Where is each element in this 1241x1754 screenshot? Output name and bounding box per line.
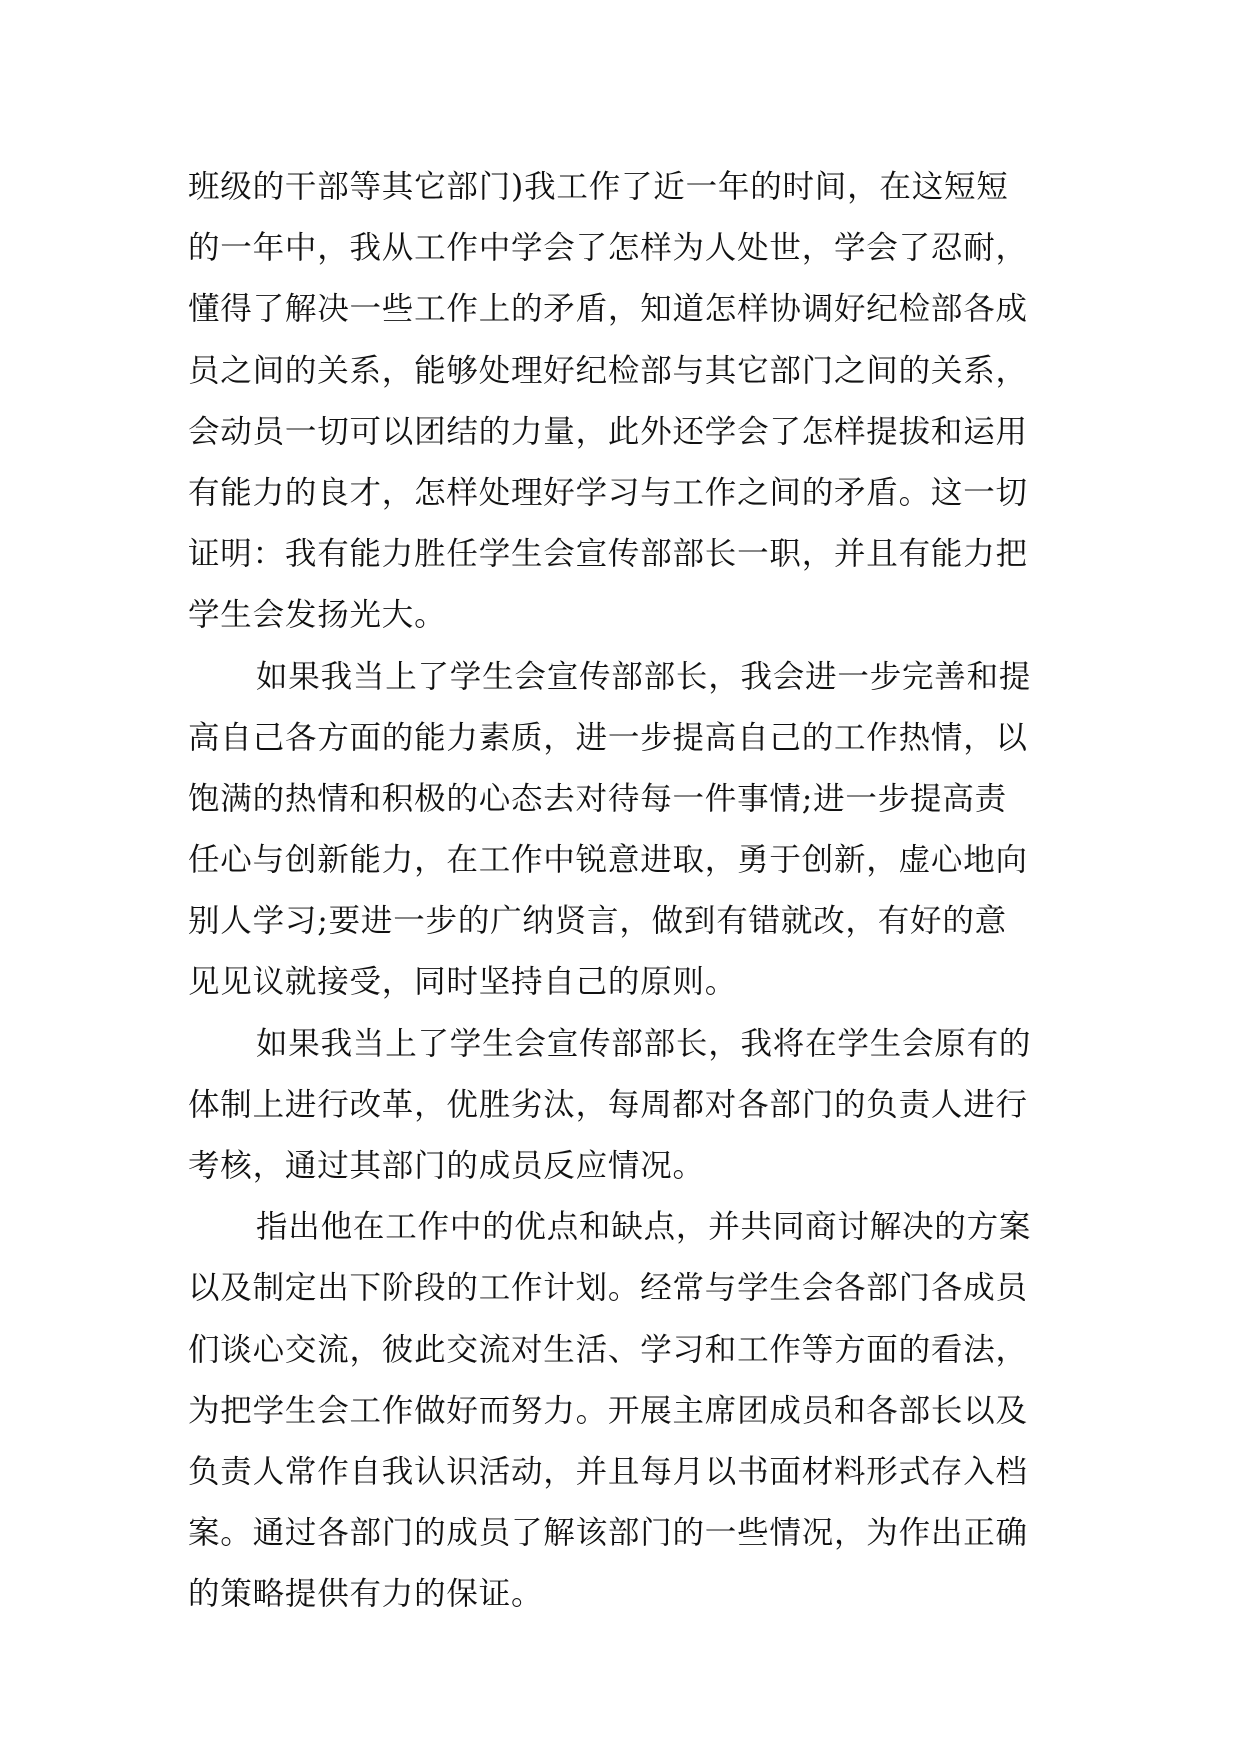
text-line: 饱满的热情和积极的心态去对待每一件事情;进一步提高责	[188, 780, 1007, 817]
paragraph-first-line: 指出他在工作中的优点和缺点，并共同商讨解决的方案	[256, 1209, 1032, 1246]
text-line: 高自己各方面的能力素质，进一步提高自己的工作热情，以	[188, 719, 1028, 756]
text-line: 任心与创新能力，在工作中锐意进取，勇于创新，虚心地向	[188, 842, 1028, 879]
text-line: 会动员一切可以团结的力量，此外还学会了怎样提拔和运用	[188, 413, 1028, 450]
text-line: 负责人常作自我认识活动，并且每月以书面材料形式存入档	[188, 1453, 1028, 1490]
text-line: 学生会发扬光大。	[188, 597, 447, 634]
text-line: 为把学生会工作做好而努力。开展主席团成员和各部长以及	[188, 1392, 1028, 1429]
text-line: 体制上进行改革，优胜劣汰，每周都对各部门的负责人进行	[188, 1086, 1028, 1123]
paragraph-first-line: 如果我当上了学生会宣传部部长，我会进一步完善和提	[256, 658, 1032, 695]
text-line: 别人学习;要进一步的广纳贤言，做到有错就改，有好的意	[188, 903, 1007, 940]
text-line: 考核，通过其部门的成员反应情况。	[188, 1148, 705, 1184]
text-line: 们谈心交流，彼此交流对生活、学习和工作等方面的看法，	[188, 1331, 1028, 1368]
text-line: 员之间的关系，能够处理好纪检部与其它部门之间的关系，	[188, 352, 1028, 389]
text-line: 以及制定出下阶段的工作计划。经常与学生会各部门各成员	[188, 1270, 1028, 1307]
text-line: 案。通过各部门的成员了解该部门的一些情况，为作出正确	[188, 1515, 1028, 1552]
body-text	[188, 157, 1058, 1626]
text-line: 有能力的良才，怎样处理好学习与工作之间的矛盾。这一切	[188, 474, 1028, 511]
text-line: 证明：我有能力胜任学生会宣传部部长一职，并且有能力把	[188, 536, 1028, 573]
paragraph-first-line: 如果我当上了学生会宣传部部长，我将在学生会原有的	[256, 1025, 1032, 1062]
text-line: 懂得了解决一些工作上的矛盾，知道怎样协调好纪检部各成	[188, 291, 1028, 328]
text-line: 的一年中，我从工作中学会了怎样为人处世，学会了忍耐，	[188, 230, 1028, 267]
text-line: 的策略提供有力的保证。	[188, 1576, 544, 1613]
text-line: 班级的干部等其它部门)我工作了近一年的时间，在这短短	[188, 169, 1009, 205]
text-line: 见见议就接受，同时坚持自己的原则。	[188, 964, 738, 1001]
